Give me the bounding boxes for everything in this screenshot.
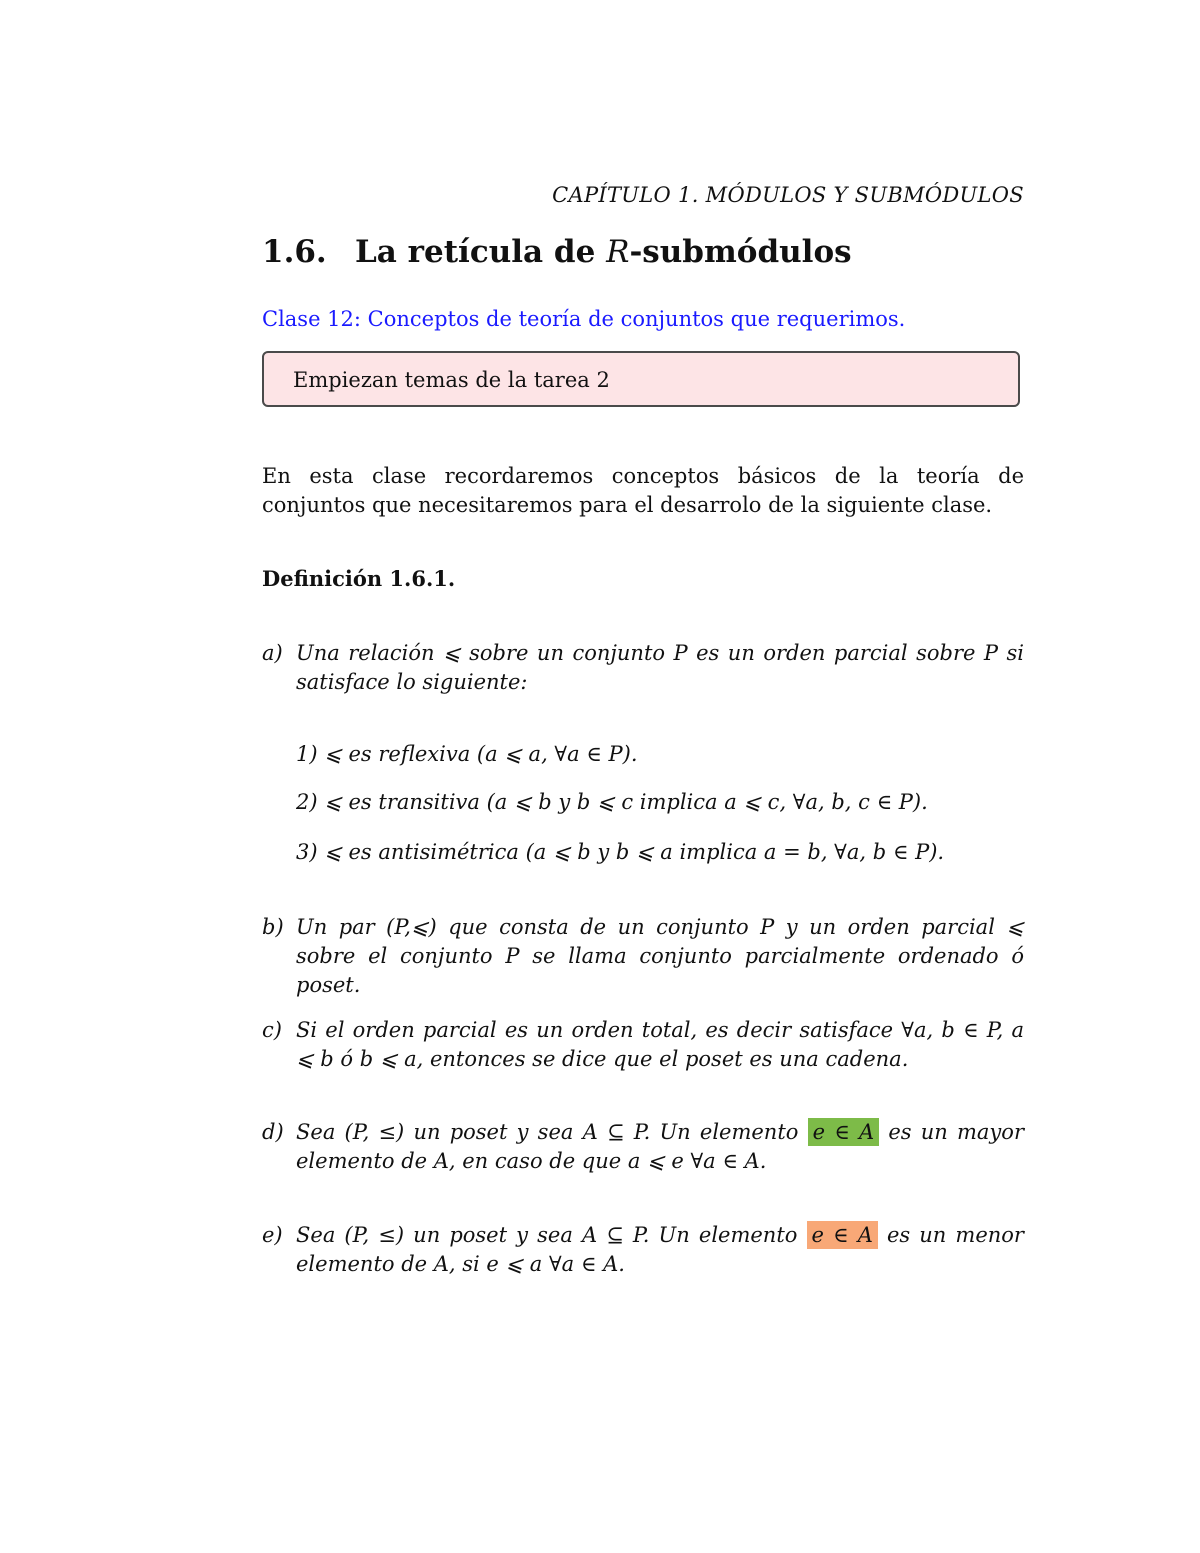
item-text [296,1118,1024,1176]
section-title-variable: R [606,234,630,270]
definition-item-b [262,913,1024,1000]
property-reflexive: 1) ⩽ es reflexiva (a ⩽ a, ∀a ∈ P). [296,742,638,766]
definition-item-a [262,639,1024,697]
item-marker: e) [262,1223,283,1247]
item-text: Una relación ⩽ sobre un conjunto P es un orden parcial sobre P si satisface lo siguiente: [296,641,1024,694]
notice-text: Empiezan temas de la tarea 2 [293,368,610,392]
item-text [296,1221,1024,1279]
highlight-green: e ∈ A [808,1118,880,1146]
definition-item-c [262,1016,1024,1074]
item-text-before: Sea (P, ≤) un poset y sea A ⊆ P. Un elemento [296,1120,799,1144]
definition-item-e [262,1221,1024,1279]
section-title [262,234,852,270]
property-transitive: 2) ⩽ es transitiva (a ⩽ b y b ⩽ c implica a ⩽ c, ∀a, b, c ∈ P). [296,790,928,814]
notice-box [262,351,1020,407]
highlight-orange: e ∈ A [807,1221,878,1249]
definition-item-d [262,1118,1024,1176]
class-link[interactable]: Clase 12: Conceptos de teoría de conjuntos que requerimos. [262,307,906,331]
item-text-before: Sea (P, ≤) un poset y sea A ⊆ P. Un elemento [296,1223,798,1247]
section-number: 1.6. [262,234,327,270]
intro-paragraph: En esta clase recordaremos conceptos básicos de la teoría de conjuntos que necesitaremos para el desarrolo de la siguiente clase. [262,464,1024,517]
section-title-text: La retícula de [355,234,607,270]
item-marker: d) [262,1120,284,1144]
section-title-suffix: -submódulos [629,234,852,270]
item-text-after: es un menor elemento de A, si e ⩽ a ∀a ∈ A. [296,1223,1024,1276]
running-header: CAPÍTULO 1. MÓDULOS Y SUBMÓDULOS [552,183,1024,207]
item-marker: a) [262,641,283,665]
item-text: Si el orden parcial es un orden total, es decir satisface ∀a, b ∈ P, a ⩽ b ó b ⩽ a, entonces se dice que el poset es una cadena. [296,1018,1024,1071]
item-text: Un par (P,⩽) que consta de un conjunto P y un orden parcial ⩽ sobre el conjunto P se llama conjunto parcialmente ordenado ó poset. [296,915,1024,997]
item-marker: c) [262,1018,282,1042]
definition-heading: Definición 1.6.1. [262,566,456,591]
item-marker: b) [262,915,284,939]
property-antisymmetric: 3) ⩽ es antisimétrica (a ⩽ b y b ⩽ a implica a = b, ∀a, b ∈ P). [296,840,945,864]
item-text-after: es un mayor elemento de A, en caso de que a ⩽ e ∀a ∈ A. [296,1120,1024,1173]
